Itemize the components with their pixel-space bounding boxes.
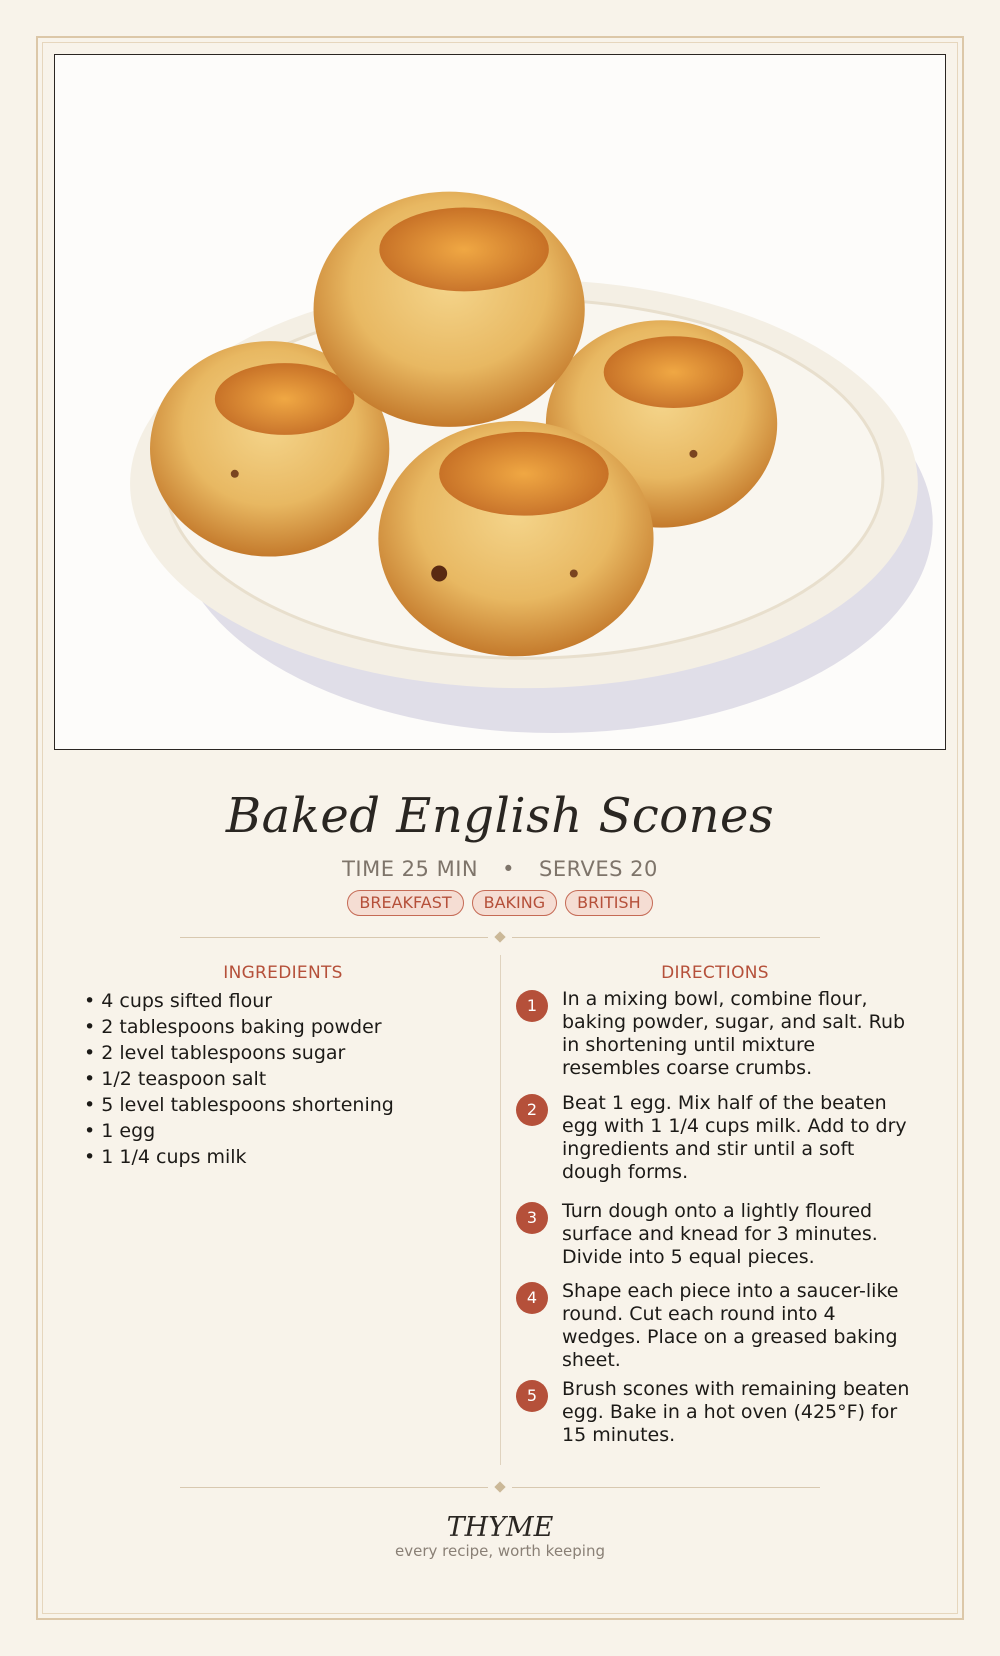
step-text: In a mixing bowl, combine flour, baking powder, sugar, and salt. Rub in shortening until mixture resembles coarse crumbs. [562,988,906,1079]
list-item: • 2 level tablespoons sugar [84,1042,346,1064]
top-divider [180,930,820,944]
step-number-badge: 1 [516,990,548,1022]
tag-baking[interactable]: BAKING [472,890,558,916]
list-item: • 1 egg [84,1120,156,1142]
column-separator [500,955,501,1465]
list-item: • 2 tablespoons baking powder [84,1016,382,1038]
recipe-title: Baked English Scones [225,788,775,844]
recipe-serves: SERVES 20 [539,857,658,881]
list-item: • 1 1/4 cups milk [84,1146,247,1168]
brand-tagline: every recipe, worth keeping [394,1542,605,1560]
step-text: Shape each piece into a saucer-like round. Cut each round into 4 wedges. Place on a greased baking sheet. [562,1280,899,1371]
tag-british[interactable]: BRITISH [565,890,653,916]
ingredients-list [84,988,394,1170]
step-text: Beat 1 egg. Mix half of the beaten egg with 1 1/4 cups milk. Add to dry ingredients and stir until a soft dough forms. [562,1092,907,1183]
recipe-tags [0,890,1000,916]
brand-logo-text: THYME [446,1512,554,1543]
divider-diamond-icon [494,1481,505,1492]
divider-diamond-icon [494,931,505,942]
directions-heading: DIRECTIONS [661,963,769,983]
tag-breakfast[interactable]: BREAKFAST [347,890,463,916]
bottom-divider [180,1480,820,1494]
step-number-badge: 4 [516,1282,548,1314]
step-text: Brush scones with remaining beaten egg. Bake in a hot oven (425°F) for 15 minutes. [562,1378,910,1446]
recipe-meta [0,857,1000,881]
recipe-time: TIME 25 MIN [342,857,479,881]
list-item: • 1/2 teaspoon salt [84,1068,267,1090]
step-number-badge: 2 [516,1094,548,1126]
list-item: • 5 level tablespoons shortening [84,1094,394,1116]
step-text: Turn dough onto a lightly floured surface and knead for 3 minutes. Divide into 5 equal pieces. [562,1200,878,1268]
meta-separator: • [502,857,515,881]
ingredients-heading: INGREDIENTS [223,963,343,983]
list-item: • 4 cups sifted flour [84,990,273,1012]
step-number-badge: 3 [516,1202,548,1234]
step-number-badge: 5 [516,1380,548,1412]
recipe-photo [54,54,946,750]
